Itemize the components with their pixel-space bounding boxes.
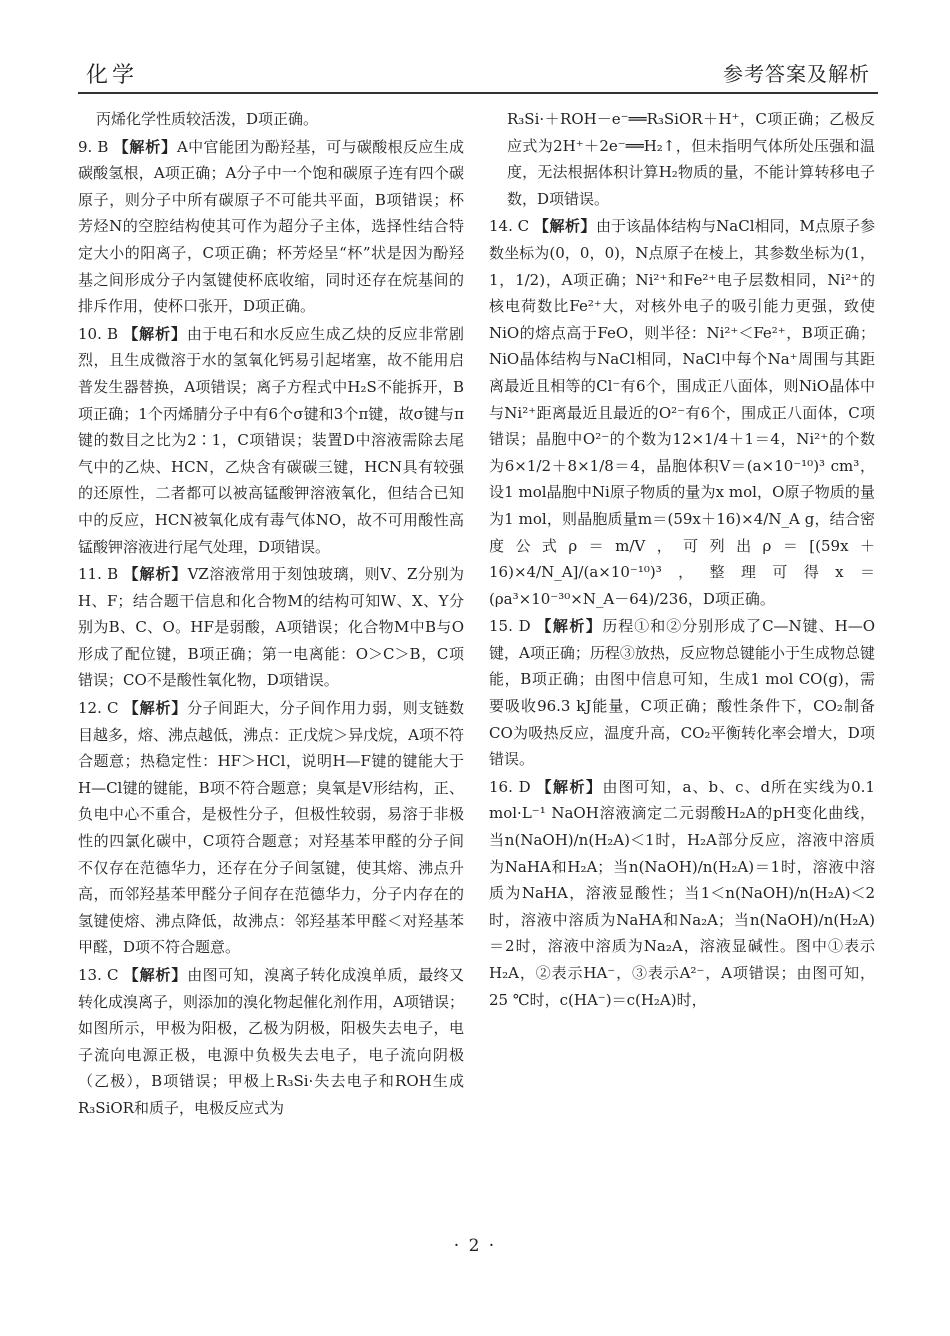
right-column bbox=[489, 106, 875, 1013]
analysis-text: 由于电石和水反应生成乙炔的反应非常剧烈，且生成微溶于水的氢氧化钙易引起堵塞，故不能用启普发生器替换，A项错误；离子方程式中H₂S不能拆开，B项正确；1个丙烯腈分子中有6个σ键和3个π键，故σ键与π键的数目之比为2∶1，C项错误；装置D中溶液需除去尾气中的乙炔、HCN，乙炔含有碳碳三键，HCN具有较强的还原性，二者都可以被高锰酸钾溶液氧化，但结合已知中的反应，HCN被氧化成有毒气体NO，故不可用酸性高锰酸钾溶液进行尾气处理，D项错误。 bbox=[78, 324, 464, 556]
analysis-text: 分子间距大，分子间作用力弱，则支链数目越多，熔、沸点越低，沸点：正戊烷＞异戊烷，A项不符合题意；热稳定性：HF＞HCl，说明H—F键的键能大于H—Cl键的键能，B项不符合题意；臭氧是V形结构，正、负电中心不重合，是极性分子，但极性较弱，易溶于非极性的四氯化碳中，C项符合题意；对羟基苯甲醛的分子间不仅存在范德华力，还存在分子间氢键，使其熔、沸点升高，而邻羟基苯甲醛分子间存在范德华力，分子内存在的氢键使熔、沸点降低，故沸点：邻羟基苯甲醛＜对羟基苯甲醛，D项不符合题意。 bbox=[78, 699, 464, 957]
answer-16 bbox=[489, 774, 875, 1013]
analysis-text: 由图可知，溴离子转化成溴单质，最终又转化成溴离子，则添加的溴化物起催化剂作用，A项错误；如图所示，甲极为阳极，乙极为阴极，阳极失去电子，电子流向电源正极，电源中负极失去电子，电子流向阴极（乙极），B项错误；甲极上R₃Si·失去电子和ROH生成R₃SiOR和质子，电极反应式为 bbox=[78, 966, 464, 1117]
answer-number: 14. C bbox=[489, 217, 530, 236]
analysis-text: 历程①和②分别形成了C—N键、H—O键，A项正确；历程③放热，反应物总键能小于生成物总键能，B项正确；由图中信息可知，生成1 mol CO(g)，需要吸收96.3 kJ能量，C项正确；酸性条件下，CO₂制备CO为吸热反应，温度升高，CO₂平衡转化率会增大，D项错误。 bbox=[489, 617, 875, 769]
analysis-tag: 【解析】 bbox=[123, 699, 188, 718]
answer-number: 10. B bbox=[78, 324, 119, 343]
answer-number: 13. C bbox=[78, 966, 119, 984]
analysis-tag: 【解析】 bbox=[123, 565, 188, 584]
analysis-tag: 【解析】 bbox=[113, 137, 177, 156]
analysis-text: 由于该晶体结构与NaCl相同，M点原子参数坐标为(0，0，0)，N点原子在棱上，其参数坐标为(1，1，1/2)，A项正确；Ni²⁺和Fe²⁺电子层数相同，Ni²⁺的核电荷数比Fe²⁺大，对核外电子的吸引能力更强，致使NiO的熔点高于FeO，则半径：Ni²⁺＜Fe²⁺，B项正确；NiO晶体结构与NaCl相同，NaCl中每个Na⁺周围与其距离最近且相等的Cl⁻有6个，围成正八面体，则NiO晶体中与Ni²⁺距离最近且最近的O²⁻有6个，围成正八面体，C项错误；晶胞中O²⁻的个数为12×1/4＋1＝4，Ni²⁺的个数为6×1/2＋8×1/8＝4，晶胞体积V＝(a×10⁻¹⁰)³ cm³，设1 mol晶胞中Ni原子物质的量为x mol，O原子物质的量为1 mol，则晶胞质量m＝(59x＋16)×4/N_A g，结合密度公式ρ＝m/V，可列出ρ＝[(59x＋16)×4/N_A]/(a×10⁻¹⁰)³，整理可得x＝(ρa³×10⁻³⁰×N_A－64)/236，D项正确。 bbox=[489, 217, 875, 608]
analysis-text: VZ溶液常用于刻蚀玻璃，则V、Z分别为H、F；结合题干信息和化合物M的结构可知W、X、Y分别为B、C、O。HF是弱酸，A项错误；化合物M中B与O形成了配位键，B项正确；第一电离能：O＞C＞B，C项错误；CO不是酸性氧化物，D项错误。 bbox=[78, 565, 464, 690]
answer-number: 16. D bbox=[489, 777, 531, 796]
analysis-text: A中官能团为酚羟基，可与碳酸根反应生成碳酸氢根，A项正确；A分子中一个饱和碳原子连有四个碳原子，则分子中所有碳原子不可能共平面，B项错误；杯芳烃N的空腔结构使其可作为超分子主体，选择性结合特定大小的阳离子，C项正确；杯芳烃呈“杯”状是因为酚羟基之间形成分子内氢键使杯底收缩，同时还存在烷基间的排斥作用，使杯口张开，D项正确。 bbox=[78, 137, 464, 316]
answer-number: 9. B bbox=[78, 137, 109, 156]
answer-12 bbox=[78, 695, 464, 961]
analysis-tag: 【解析】 bbox=[536, 777, 603, 796]
answer-15 bbox=[489, 613, 875, 773]
answer-14 bbox=[489, 213, 875, 612]
answer-11 bbox=[78, 561, 464, 694]
left-column bbox=[78, 106, 464, 1122]
analysis-tag: 【解析】 bbox=[123, 966, 188, 984]
analysis-tag: 【解析】 bbox=[533, 217, 596, 236]
answer-9 bbox=[78, 134, 464, 320]
answer-number: 15. D bbox=[489, 617, 531, 636]
header-title: 参考答案及解析 bbox=[723, 62, 870, 86]
answer-number: 12. C bbox=[78, 699, 119, 718]
analysis-tag: 【解析】 bbox=[536, 617, 603, 636]
subject-label: 化学 bbox=[86, 63, 139, 88]
page-number: · 2 · bbox=[453, 1236, 497, 1256]
continuation-paragraph: 丙烯化学性质较活泼，D项正确。 bbox=[96, 110, 319, 128]
answer-13 bbox=[78, 962, 464, 1122]
page-header bbox=[78, 52, 878, 94]
answer-10 bbox=[78, 321, 464, 560]
analysis-text: 由图可知，a、b、c、d所在实线为0.1 mol·L⁻¹ NaOH溶液滴定二元弱酸H₂A的pH变化曲线，当n(NaOH)/n(H₂A)＜1时，H₂A部分反应，溶液中溶质为NaHA和H₂A；当n(NaOH)/n(H₂A)＝1时，溶液中溶质为NaHA，溶液显酸性；当1＜n(NaOH)/n(H₂A)＜2时，溶液中溶质为NaHA和Na₂A；当n(NaOH)/n(H₂A)＝2时，溶液中溶质为Na₂A，溶液显碱性。图中①表示H₂A，②表示HA⁻，③表示A²⁻，A项错误；由图可知，25 ℃时，c(HA⁻)＝c(H₂A)时， bbox=[489, 777, 875, 1009]
continuation-paragraph: R₃Si·＋ROH－e⁻══R₃SiOR＋H⁺，C项正确；乙极反应式为2H⁺＋2e⁻══H₂↑，但未指明气体所处压强和温度，无法根据体积计算H₂物质的量，不能计算转移电子数，D项错误。 bbox=[507, 110, 875, 208]
answer-number: 11. B bbox=[78, 565, 119, 584]
analysis-tag: 【解析】 bbox=[123, 324, 187, 343]
